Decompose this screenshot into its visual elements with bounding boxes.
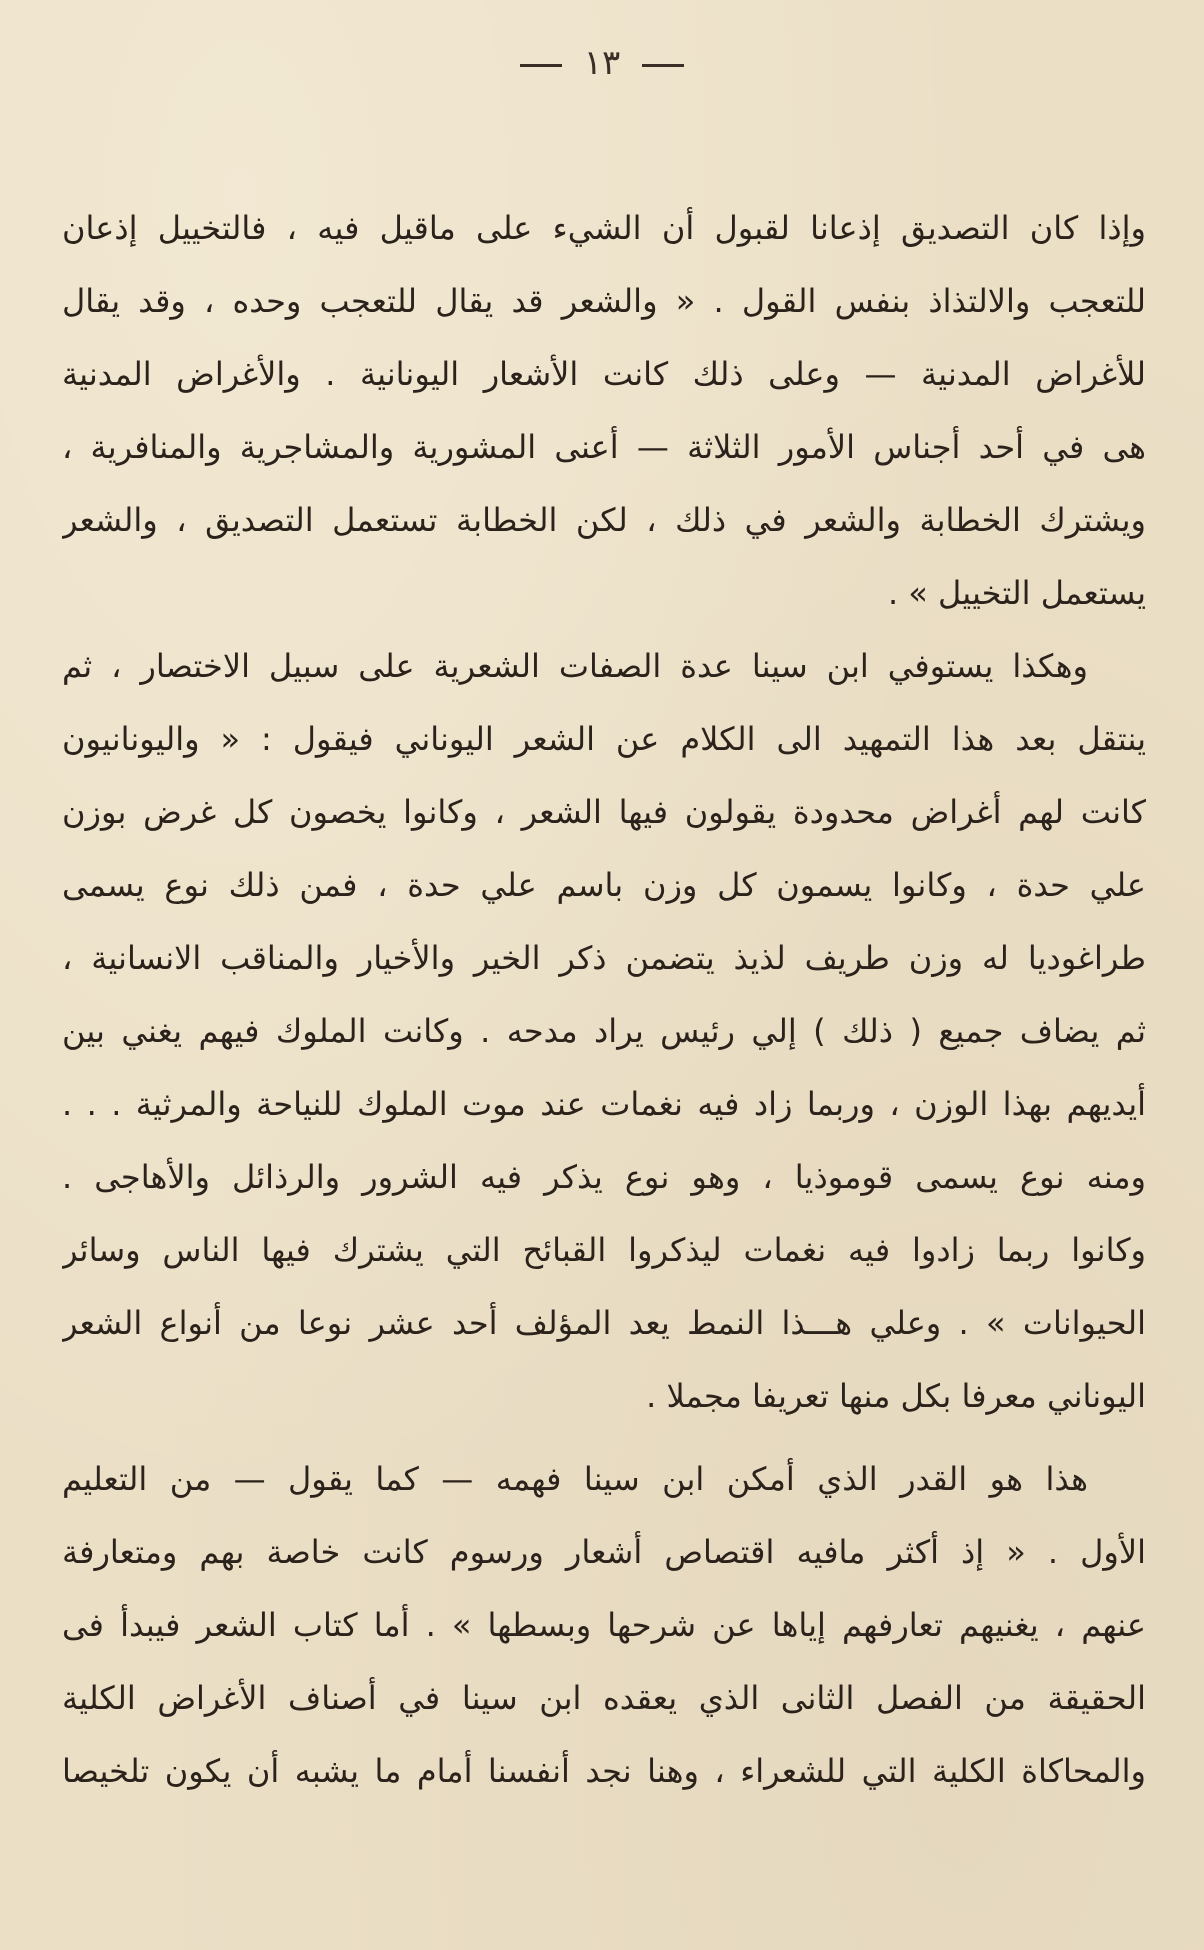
text-line: كانت لهم أغراض محدودة يقولون فيها الشعر ، وكانوا يخصون كل غرض بوزن — [62, 793, 1146, 831]
text-line: ثم يضاف جميع ( ذلك ) إلي رئيس يراد مدحه . وكانت الملوك فيهم يغني بين — [62, 1012, 1146, 1050]
text-line: وهكذا يستوفي ابن سينا عدة الصفات الشعرية على سبيل الاختصار ، ثم — [62, 647, 1088, 685]
paragraph-1 — [62, 192, 1146, 630]
text-line: ينتقل بعد هذا التمهيد الى الكلام عن الشعر اليوناني فيقول : « واليونانيون — [62, 720, 1146, 758]
text-line: ويشترك الخطابة والشعر في ذلك ، لكن الخطابة تستعمل التصديق ، والشعر — [62, 501, 1146, 539]
text-line: الحيوانات » . وعلي هـــذا النمط يعد المؤلف أحد عشر نوعا من أنواع الشعر — [62, 1304, 1146, 1342]
paragraph-2 — [62, 630, 1146, 1433]
folio-dash-right — [642, 64, 684, 67]
text-line: ومنه نوع يسمى قوموذيا ، وهو نوع يذكر فيه الشرور والرذائل والأهاجى . — [62, 1158, 1146, 1196]
body-text — [62, 192, 1146, 1808]
text-line: هى في أحد أجناس الأمور الثلاثة — أعنى المشورية والمشاجرية والمنافرية ، — [62, 428, 1146, 466]
text-line: الحقيقة من الفصل الثانى الذي يعقده ابن سينا في أصناف الأغراض الكلية — [62, 1679, 1146, 1717]
text-line: وإذا كان التصديق إذعانا لقبول أن الشيء على ماقيل فيه ، فالتخييل إذعان — [62, 209, 1146, 247]
text-line: عنهم ، يغنيهم تعارفهم إياها عن شرحها وبسطها » . أما كتاب الشعر فيبدأ فى — [62, 1606, 1146, 1644]
text-line: للتعجب والالتذاذ بنفس القول . « والشعر قد يقال للتعجب وحده ، وقد يقال — [62, 282, 1146, 320]
text-line: والمحاكاة الكلية التي للشعراء ، وهنا نجد أنفسنا أمام ما يشبه أن يكون تلخيصا — [62, 1752, 1146, 1790]
page-number-text: ١٣ — [583, 43, 621, 83]
text-line: الأول . « إذ أكثر مافيه اقتصاص أشعار ورسوم كانت خاصة بهم ومتعارفة — [62, 1533, 1146, 1571]
folio-dash-left — [520, 64, 562, 67]
text-line: يستعمل التخييل » . — [887, 574, 1146, 612]
text-line: وكانوا ربما زادوا فيه نغمات ليذكروا القبائح التي يشترك فيها الناس وسائر — [62, 1231, 1146, 1269]
text-line: علي حدة ، وكانوا يسمون كل وزن باسم علي حدة ، فمن ذلك نوع يسمى — [62, 866, 1146, 904]
text-line: أيديهم بهذا الوزن ، وربما زاد فيه نغمات عند موت الملوك للنياحة والمرثية . . . — [62, 1085, 1146, 1123]
paragraph-3 — [62, 1443, 1146, 1808]
text-line: هذا هو القدر الذي أمكن ابن سينا فهمه — كما يقول — من التعليم — [62, 1460, 1088, 1498]
paragraph-gap — [62, 1433, 1146, 1443]
text-line: اليوناني معرفا بكل منها تعريفا مجملا . — [646, 1377, 1146, 1415]
text-line: للأغراض المدنية — وعلى ذلك كانت الأشعار اليونانية . والأغراض المدنية — [62, 355, 1146, 393]
text-line: طراغوديا له وزن طريف لذيذ يتضمن ذكر الخير والأخيار والمناقب الانسانية ، — [62, 939, 1146, 977]
page-number — [0, 38, 1204, 88]
